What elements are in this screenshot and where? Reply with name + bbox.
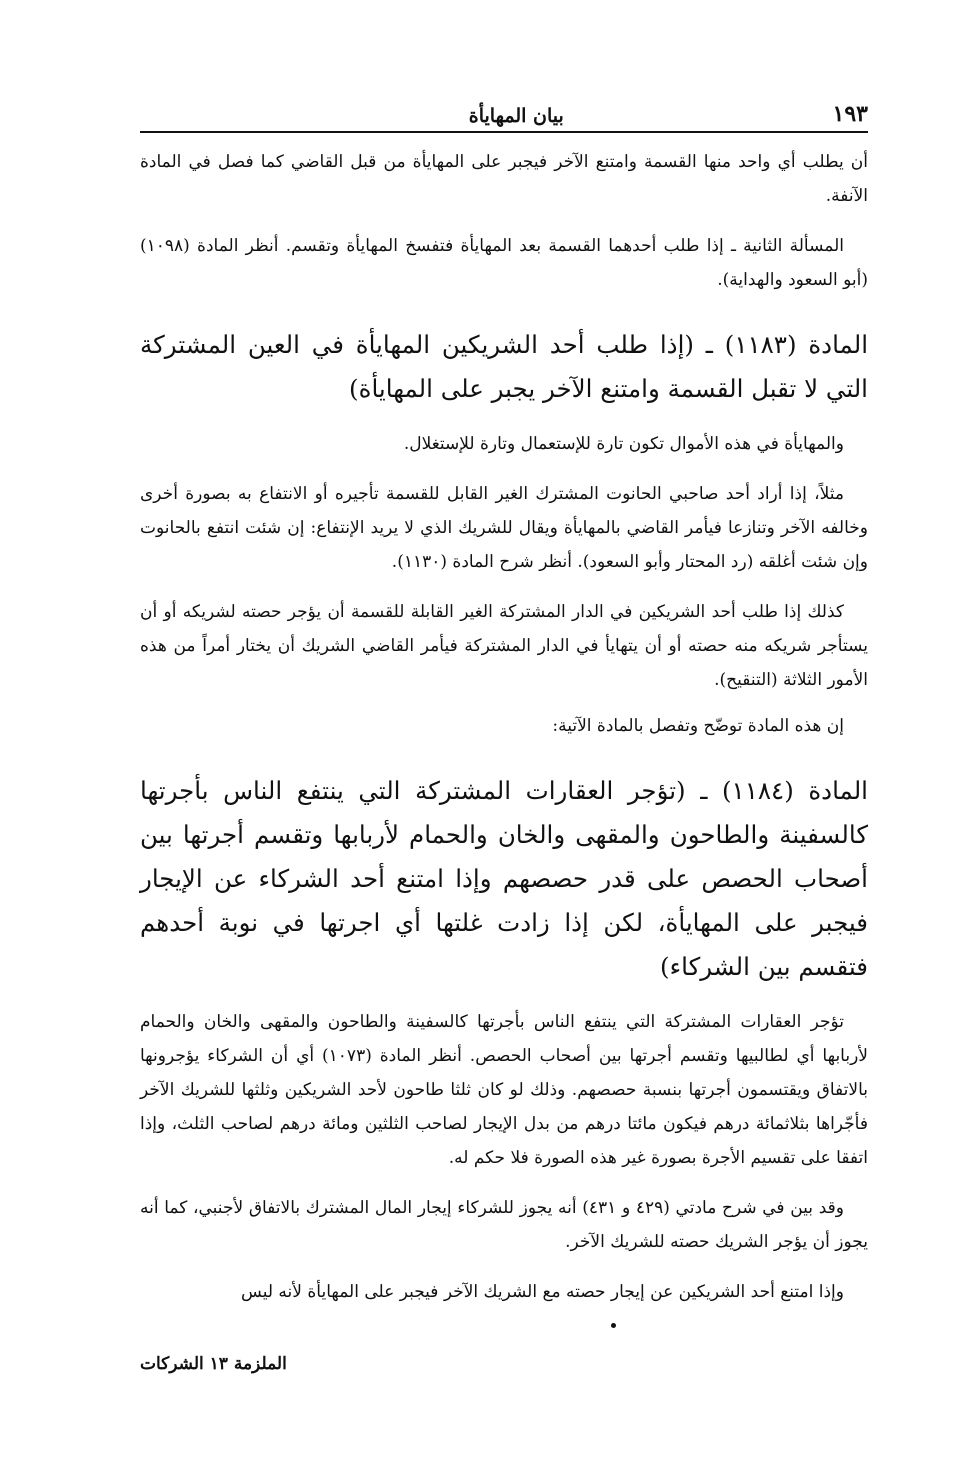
signature-footer [140, 1354, 868, 1374]
running-header [140, 95, 868, 133]
signature-label: الملزمة ١٣ الشركات [140, 1354, 287, 1374]
paragraph-transition: إن هذه المادة توضّح وتفصل بالمادة الآتية: [552, 716, 844, 736]
chapter-title: بيان المهايأة [468, 105, 564, 127]
page [140, 95, 868, 1309]
paragraph-continuation: أن يطلب أي واحد منها القسمة وامتنع الآخر فيجبر على المهايأة من قبل القاضي كما فصل في المادة الآنفة. [140, 152, 868, 206]
paragraph-second-issue: المسألة الثانية ـ إذا طلب أحدهما القسمة بعد المهايأة فتفسخ المهايأة وتقسم. أنظر المادة (١٠٩٨) (أبو السعود والهداية). [140, 236, 868, 290]
page-mark-dot [611, 1323, 616, 1328]
paragraph-rent-explanation: تؤجر العقارات المشتركة التي ينتفع الناس بأجرتها كالسفينة والطاحون والمقهى والخان والحمام لأربابها أي لطالبيها وتقسم أجرتها بين أصحاب الحصص. أنظر المادة (١٠٧٣) أي أن الشركاء يؤجرونها بالاتفاق ويقتسمون أجرتها بنسبة حصصهم. وذلك لو كان ثلثا طاحون لأحد الشريكين وثلثها للشريك الآخر فأجّراها بثلاثمائة درهم فيكون مائتا درهم من بدل الإيجار لصاحب الثلثين ومائة درهم لصاحب الثلث، وإذا اتفقا على تقسيم الأجرة بصورة غير هذه الصورة فلا حكم له. [140, 1012, 868, 1168]
paragraph-refusal: وإذا امتنع أحد الشريكين عن إيجار حصته مع الشريك الآخر فيجبر على المهايأة لأنه ليس [241, 1282, 844, 1302]
article-1183-heading: المادة (١١٨٣) ـ (إذا طلب أحد الشريكين المهايأة في العين المشتركة التي لا تقبل القسمة وامتنع الآخر يجبر على المهايأة) [140, 330, 868, 403]
page-number: ١٩٣ [832, 101, 868, 127]
paragraph-articles-429-431: وقد بين في شرح مادتي (٤٢٩ و ٤٣١) أنه يجوز للشركاء إيجار المال المشترك بالاتفاق لأجنبي، كما أنه يجوز أن يؤجر الشريك حصته للشريك الآخر. [140, 1198, 868, 1252]
paragraph-shop-example: مثلاً، إذا أراد أحد صاحبي الحانوت المشترك الغير القابل للقسمة تأجيره أو الانتفاع به بصورة أخرى وخالفه الآخر وتنازعا فيأمر القاضي بالمهايأة ويقال للشريك الذي لا يريد الإنتفاع: إن شئت انتفع بالحانوت وإن شئت أغلقه (رد المحتار وأبو السعود). أنظر شرح المادة (١١٣٠). [140, 484, 868, 572]
paragraph-muhayaa-types: والمهايأة في هذه الأموال تكون تارة للإستعمال وتارة للإستغلال. [403, 434, 844, 454]
article-1184-heading: المادة (١١٨٤) ـ (تؤجر العقارات المشتركة التي ينتفع الناس بأجرتها كالسفينة والطاحون والمقهى والخان والحمام لأربابها وتقسم أجرتها بين أصحاب الحصص على قدر حصصهم وإذا امتنع أحد الشركاء عن الإيجار فيجبر على المهايأة، لكن إذا زادت غلتها أي اجرتها في نوبة أحدهم فتقسم بين الشركاء) [140, 776, 868, 981]
paragraph-house-example: كذلك إذا طلب أحد الشريكين في الدار المشتركة الغير القابلة للقسمة أن يؤجر حصته لشريكه أو أن يستأجر شريكه منه حصته أو أن يتهايأ في الدار المشتركة فيأمر القاضي الشريك أن يختار أمراً من هذه الأمور الثلاثة (التنقيح). [140, 602, 868, 690]
